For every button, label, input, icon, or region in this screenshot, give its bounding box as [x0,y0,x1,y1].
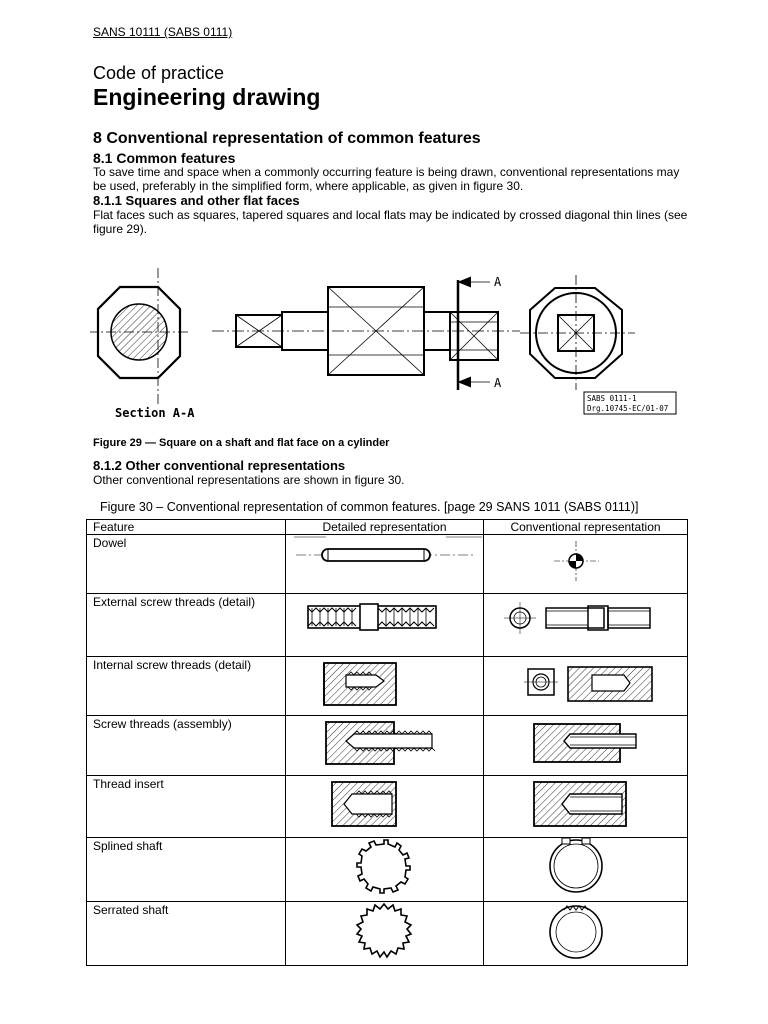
feature-serrated-shaft-label: Serrated shaft [87,902,286,966]
feature-splined-shaft-label: Splined shaft [87,838,286,902]
page-title: Engineering drawing [93,84,321,110]
shaft-drawing [212,278,520,390]
splined-shaft-detailed-drawing [286,838,483,896]
threads-assembly-conventional-cell [484,716,688,776]
splined-shaft-conventional-cell [484,838,688,902]
figure-30-caption: Figure 30 – Conventional representation of common features. [page 29 SANS 1011 (SABS 0111)] [100,500,639,514]
serrated-shaft-detailed-cell [286,902,484,966]
dowel-conventional-drawing [484,535,687,588]
section-marker-bottom: A [494,376,502,390]
serrated-shaft-conventional-drawing [484,902,687,960]
feature-thread-insert-label: Thread insert [87,776,286,838]
feature-dowel-label: Dowel [87,535,286,594]
thread-insert-conventional-drawing [484,776,687,832]
table-row [87,657,688,716]
table-row [87,776,688,838]
stamp-line-1: SABS 0111-1 [587,394,637,403]
splined-shaft-conventional-drawing [484,838,687,896]
external-threads-detailed-drawing [286,594,483,651]
figure-29-drawing [90,260,690,425]
section-label: Section A-A [115,406,195,420]
feature-threads-assembly-label: Screw threads (assembly) [87,716,286,776]
internal-threads-detailed-drawing [286,657,483,710]
thread-insert-detailed-drawing [286,776,483,832]
table-header-row [87,520,688,535]
table-row [87,716,688,776]
feature-internal-threads-label: Internal screw threads (detail) [87,657,286,716]
table-row [87,594,688,657]
section-marker-top: A [494,275,502,289]
internal-threads-conventional-cell [484,657,688,716]
splined-shaft-detailed-cell [286,838,484,902]
section-8-1-2-heading: 8.1.2 Other conventional representations [93,458,346,473]
serrated-shaft-detailed-drawing [286,902,483,960]
section-8-1-text: To save time and space when a commonly occurring feature is being drawn, conventional representations may be used, preferably in the simplified form, where applicable, as given in figure 30. [93,165,680,193]
figure-30-table [86,519,688,966]
section-view-octagon [90,268,190,405]
column-header-feature: Feature [87,520,286,535]
column-header-conventional: Conventional representation [484,520,688,535]
threads-assembly-detailed-drawing [286,716,483,770]
internal-threads-detailed-cell [286,657,484,716]
serrated-shaft-conventional-cell [484,902,688,966]
end-view-drawing [520,275,635,390]
table-row [87,838,688,902]
internal-threads-conventional-drawing [484,657,687,710]
section-8-1-heading: 8.1 Common features [93,150,236,166]
external-threads-conventional-drawing [484,594,687,651]
drawing-stamp [584,392,676,414]
code-of-practice-label: Code of practice [93,63,225,83]
table-row [87,902,688,966]
figure-29-caption: Figure 29 — Square on a shaft and flat face on a cylinder [93,437,390,449]
dowel-detailed-cell [286,535,484,594]
standard-reference: SANS 10111 (SABS 0111) [93,25,233,39]
threads-assembly-conventional-drawing [484,716,687,770]
thread-insert-conventional-cell [484,776,688,838]
dowel-detailed-drawing [286,535,483,588]
section-8-1-1-heading: 8.1.1 Squares and other flat faces [93,193,300,208]
feature-external-threads-label: External screw threads (detail) [87,594,286,657]
threads-assembly-detailed-cell [286,716,484,776]
external-threads-conventional-cell [484,594,688,657]
thread-insert-detailed-cell [286,776,484,838]
section-8-heading: 8 Conventional representation of common features [93,130,481,147]
column-header-detailed: Detailed representation [286,520,484,535]
external-threads-detailed-cell [286,594,484,657]
section-8-1-1-text: Flat faces such as squares, tapered squares and local flats may be indicated by crossed diagonal thin lines (see figure 29). [93,208,688,236]
table-row [87,535,688,594]
stamp-line-2: Drg.10745-EC/01-07 [587,404,669,413]
dowel-conventional-cell [484,535,688,594]
section-8-1-2-text: Other conventional representations are shown in figure 30. [93,473,405,487]
